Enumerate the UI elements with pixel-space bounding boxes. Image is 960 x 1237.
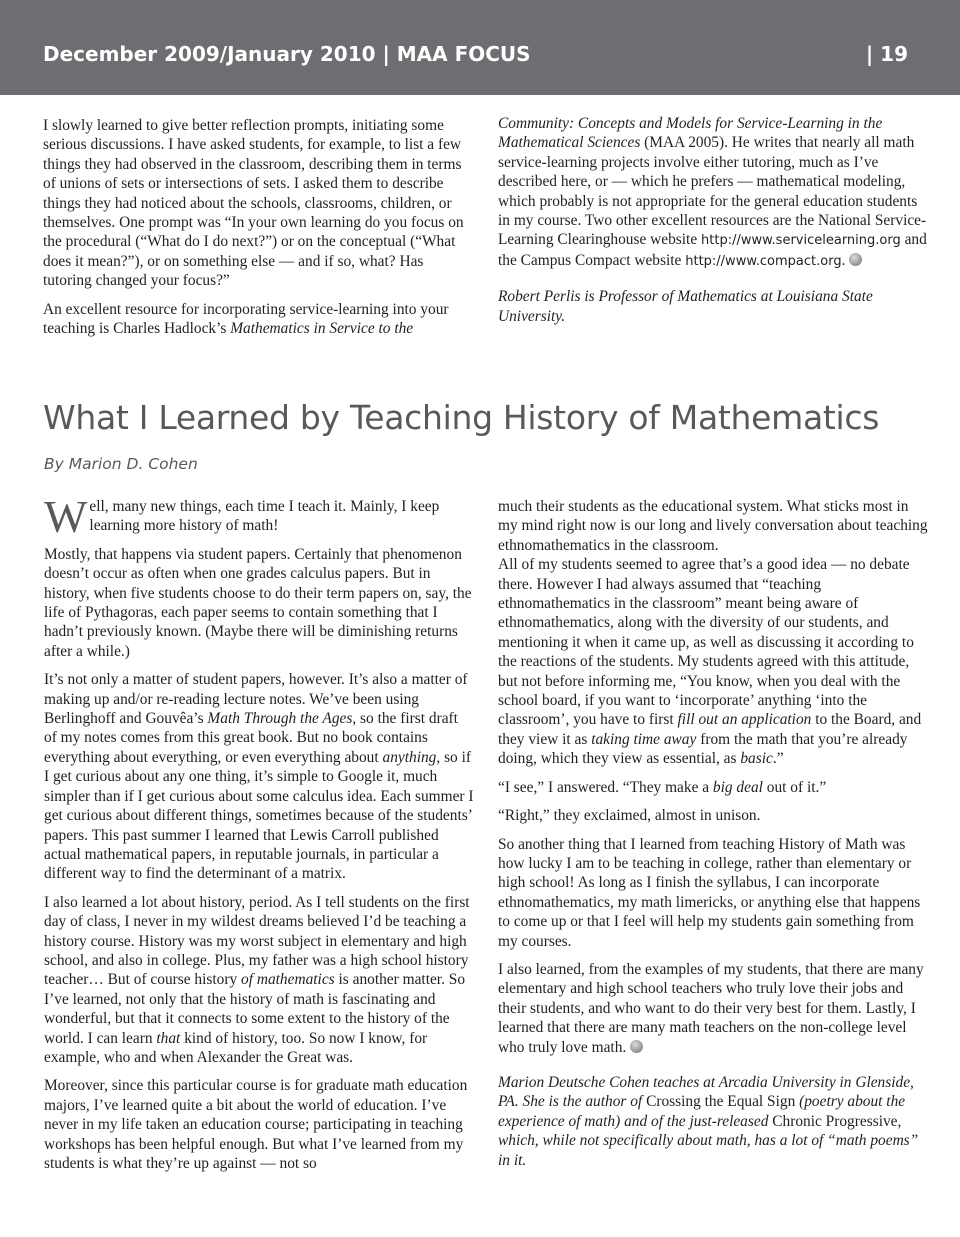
- author-bio: Robert Perlis is Professor of Mathematics at Louisiana State University.: [498, 288, 873, 325]
- article-right-column: [498, 497, 928, 1170]
- paragraph: Community: Concepts and Models for Service-Learning in the Mathematical Sciences (MAA 2005). He writes that nearly all math service-learning projects involve either tutoring, much as I’ve described here, or — which he prefers — mathematical modeling, which probably is not appropriate for the general education students in my course. Two other excellent resources are the National Service-Learning Clearinghouse website http://www.servicelearning.org and the Campus Compact website http://www.compact.org.: [498, 115, 927, 269]
- page-number: | 19: [865, 42, 908, 66]
- paragraph: I slowly learned to give better reflection prompts, initiating some serious discussions. I have asked students, for example, to list a few things they had observed in the classroom, describing them in terms of unions of sets or intersections of sets. I asked them to describe things they had noticed about the schools, classrooms, children, or themselves. One prompt was “In your own learning do you focus on the procedural (“What do I do next?”) or on the conceptual (“What does it mean?”), or on something else — and if so, what? Has tutoring changed your focus?”: [43, 117, 464, 290]
- article-left-column: [44, 491, 474, 1173]
- paragraph: “I see,” I answered. “They make a big deal out of it.”: [498, 778, 827, 796]
- author-bio: Marion Deutsche Cohen teaches at Arcadia University in Glenside, PA. She is the author of Crossing the Equal Sign (poetry about the experience of math) and of the just-released Chronic Progressive, which, while not specifically about math, has a lot of “math poems” in it.: [498, 1073, 919, 1169]
- paragraph: All of my students seemed to agree that’s a good idea — no debate there. However I had always assumed that “teaching ethnomathematics in the classroom” meant being aware of ethnomathematics, along with the diversity of our students, and mentioning it when it came up, as well as discussing it according to the reactions of the students. My students agreed with this attitude, but not before informing me, “You know, when you deal with the school board, if you want to ‘incorporate’ anything ‘into the classroom’, you have to first fill out an application to the Board, and they view it as taking time away from the math that you’re already doing, which they view as essential, as basic.”: [498, 556, 922, 768]
- paragraph: “Right,” they exclaimed, almost in unison.: [498, 807, 761, 825]
- paragraph: much their students as the educational system. What sticks most in my mind right now is our long and lively conversation about teaching ethnomathematics in the classroom.: [498, 498, 928, 554]
- paragraph: I also learned a lot about history, period. As I tell students on the first day of class, I never in my wildest dreams believed I’d be teaching a history course. History was my worst subject in elementary and high school, and also in college. Plus, my father was a high school history teacher… But of course history of mathematics is another matter. So I’ve learned, not only that the history of math is fascinating and wonderful, but that it connects to some extent to the history of the world. I can learn that kind of history, too. So now I know, for example, who and when Alexander the Great was.: [44, 893, 470, 1066]
- paragraph: Mostly, that happens via student papers. Certainly that phenomenon doesn’t occur as often when one grades calculus papers. But in history, when five students choose to do their term papers on, say, the life of Pythagoras, each paper seems to contain something that I hadn’t previously known. (Maybe there will be diminishing returns after a while.): [44, 545, 472, 660]
- paragraph: Well, many new things, each time I teach it. Mainly, I keep learning more history of math!: [44, 491, 440, 542]
- byline: By Marion D. Cohen: [44, 455, 198, 473]
- page-header: [0, 0, 960, 95]
- paragraph: So another thing that I learned from teaching History of Math was how lucky I am to be teaching in college, rather than elementary or high school! As long as I finish the syllabus, I can incorporate ethnomathematics, my math limericks, or anything else that happens to come up or that I feel will help my students gain something from my courses.: [498, 835, 921, 950]
- paragraph: An excellent resource for incorporating service-learning into your teaching is Charles Hadlock’s Mathematics in Service to the: [43, 300, 449, 338]
- prev-article-right-column: [498, 114, 928, 326]
- paragraph: Moreover, since this particular course is for graduate math education majors, I’ve learned quite a bit about the world of education. I’ve never in my life taken an education course; participating in teaching workshops has been helpful enough. But what I’ve learned from my students is what they’re up against — not so: [44, 1077, 468, 1172]
- end-mark-icon: [630, 1040, 643, 1053]
- paragraph: I also learned, from the examples of my students, that there are many elementary and high school teachers who truly love their jobs and their students, and who want to do their very best for them. Lastly, I learned that there are many math teachers on the non-college level who truly love math.: [498, 960, 924, 1056]
- drop-cap: W: [44, 491, 88, 542]
- article-title: What I Learned by Teaching History of Mathematics: [43, 398, 880, 437]
- prev-article-left-column: [43, 116, 473, 338]
- paragraph: It’s not only a matter of student papers, however. It’s also a matter of making up and/or re-reading lecture notes. We’ve been using Berlinghoff and Gouvêa’s Math Through the Ages, so the first draft of my notes comes from this great book. But no book contains everything about everything, or even everything about anything, so if I get curious about any one thing, it’s simple to Google it, much simpler than if I get curious about some calculus idea. Each summer I get curious about different things, sometimes because of the students’ papers. This past summer I learned that Lewis Carroll published actual mathematical papers, in reputable journals, in particular a different way to find the determinant of a matrix.: [44, 671, 474, 883]
- issue-title: December 2009/January 2010 | MAA FOCUS: [43, 42, 531, 66]
- link-compact[interactable]: http://www.compact.org: [685, 253, 842, 269]
- end-mark-icon: [849, 253, 862, 266]
- link-servicelearning[interactable]: http://www.servicelearning.org: [701, 233, 901, 249]
